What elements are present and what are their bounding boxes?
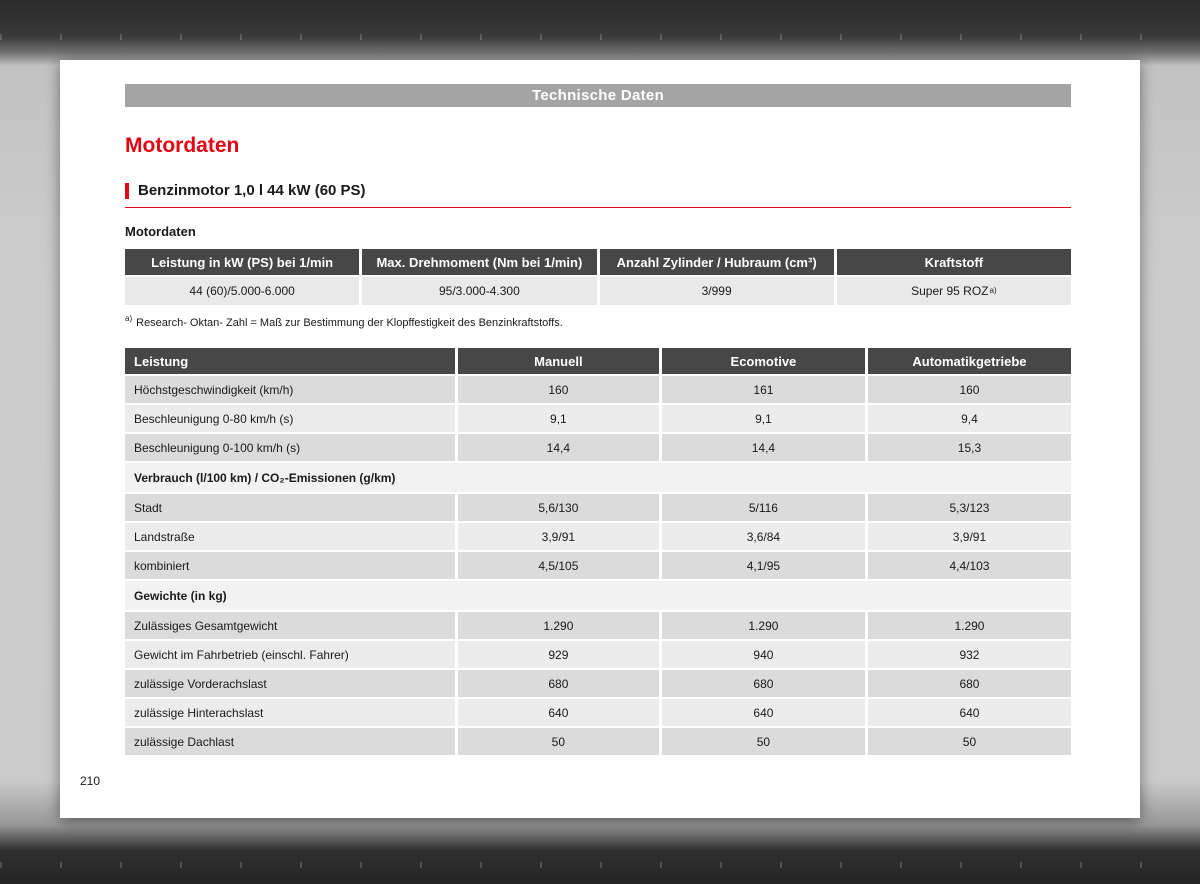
perf-cell: 940 — [662, 641, 865, 668]
perf-row-label: Landstraße — [125, 523, 455, 550]
engine-col-header-leistung: Leistung in kW (PS) bei 1/min — [125, 249, 359, 275]
perf-row-label: zulässige Dachlast — [125, 728, 455, 755]
engine-cell-zylinder: 3/999 — [600, 277, 834, 305]
engine-cell-leistung: 44 (60)/5.000-6.000 — [125, 277, 359, 305]
perf-cell: 4,4/103 — [868, 552, 1071, 579]
perf-cell: 680 — [662, 670, 865, 697]
page-header-band — [125, 84, 1071, 107]
perf-row-label: Beschleunigung 0-100 km/h (s) — [125, 434, 455, 461]
perf-cell: 50 — [662, 728, 865, 755]
engine-cell-kraftstoff: Super 95 ROZ a) — [837, 277, 1071, 305]
perf-cell: 14,4 — [458, 434, 659, 461]
perf-cell: 5/116 — [662, 494, 865, 521]
footnote-text: Research- Oktan- Zahl = Maß zur Bestimmung der Klopffestigkeit des Benzinkraftstoffs. — [136, 317, 563, 329]
page-number: 210 — [80, 774, 101, 788]
page-content — [125, 60, 1071, 755]
perf-cell: 15,3 — [868, 434, 1071, 461]
page-title: Motordaten — [125, 134, 240, 157]
perf-cell: 3,9/91 — [458, 523, 659, 550]
perf-row-label: Gewicht im Fahrbetrieb (einschl. Fahrer) — [125, 641, 455, 668]
perf-row-label: kombiniert — [125, 552, 455, 579]
engine-section-title: Benzinmotor 1,0 l 44 kW (60 PS) — [138, 182, 366, 199]
perf-cell: 680 — [458, 670, 659, 697]
perf-cell: 50 — [868, 728, 1071, 755]
perf-cell: 5,3/123 — [868, 494, 1071, 521]
engine-col-header-drehmoment: Max. Drehmoment (Nm bei 1/min) — [362, 249, 596, 275]
perf-cell: 640 — [662, 699, 865, 726]
engine-section-heading — [125, 182, 1071, 208]
perf-row-label: Beschleunigung 0-80 km/h (s) — [125, 405, 455, 432]
manual-page — [60, 60, 1140, 818]
engine-cell-drehmoment: 95/3.000-4.300 — [362, 277, 596, 305]
perf-cell: 640 — [868, 699, 1071, 726]
perf-col-header-ecomotive: Ecomotive — [662, 348, 865, 374]
perf-cell: 9,1 — [662, 405, 865, 432]
perf-cell: 5,6/130 — [458, 494, 659, 521]
performance-table — [125, 348, 1071, 755]
page-header-title: Technische Daten — [531, 87, 665, 104]
footnote — [125, 314, 1071, 329]
perf-cell: 9,4 — [868, 405, 1071, 432]
perf-cell: 4,1/95 — [662, 552, 865, 579]
perf-row-label: zulässige Vorderachslast — [125, 670, 455, 697]
perf-col-header-manuell: Manuell — [458, 348, 659, 374]
perf-cell: 1.290 — [458, 612, 659, 639]
perf-cell: 1.290 — [868, 612, 1071, 639]
perf-cell: 14,4 — [662, 434, 865, 461]
engine-data-table — [125, 249, 1071, 305]
perf-row-label: Zulässiges Gesamtgewicht — [125, 612, 455, 639]
perf-cell: 3,6/84 — [662, 523, 865, 550]
perf-cell: 161 — [662, 376, 865, 403]
perf-cell: 640 — [458, 699, 659, 726]
perf-cell: 3,9/91 — [868, 523, 1071, 550]
red-accent-bar — [125, 183, 129, 199]
footnote-marker: a) — [125, 314, 133, 324]
perf-row-label: Höchstgeschwindigkeit (km/h) — [125, 376, 455, 403]
perf-cell: 929 — [458, 641, 659, 668]
perf-cell: 932 — [868, 641, 1071, 668]
perf-col-header-automatik: Automatikgetriebe — [868, 348, 1071, 374]
perf-cell: 50 — [458, 728, 659, 755]
perf-cell: 1.290 — [662, 612, 865, 639]
motordaten-subheading: Motordaten — [125, 224, 196, 239]
bottom-tick-strip — [0, 862, 1200, 868]
perf-cell: 680 — [868, 670, 1071, 697]
perf-cell: 160 — [458, 376, 659, 403]
engine-col-header-zylinder: Anzahl Zylinder / Hubraum (cm³) — [600, 249, 834, 275]
perf-section-verbrauch: Verbrauch (l/100 km) / CO₂-Emissionen (g/km) — [125, 463, 1071, 492]
perf-cell: 9,1 — [458, 405, 659, 432]
engine-col-header-kraftstoff: Kraftstoff — [837, 249, 1071, 275]
perf-row-label: zulässige Hinterachslast — [125, 699, 455, 726]
perf-section-gewichte: Gewichte (in kg) — [125, 581, 1071, 610]
perf-row-label: Stadt — [125, 494, 455, 521]
top-tick-strip — [0, 34, 1200, 40]
perf-col-header-leistung: Leistung — [125, 348, 455, 374]
perf-cell: 160 — [868, 376, 1071, 403]
perf-cell: 4,5/105 — [458, 552, 659, 579]
fuel-value: Super 95 ROZ — [911, 284, 989, 298]
